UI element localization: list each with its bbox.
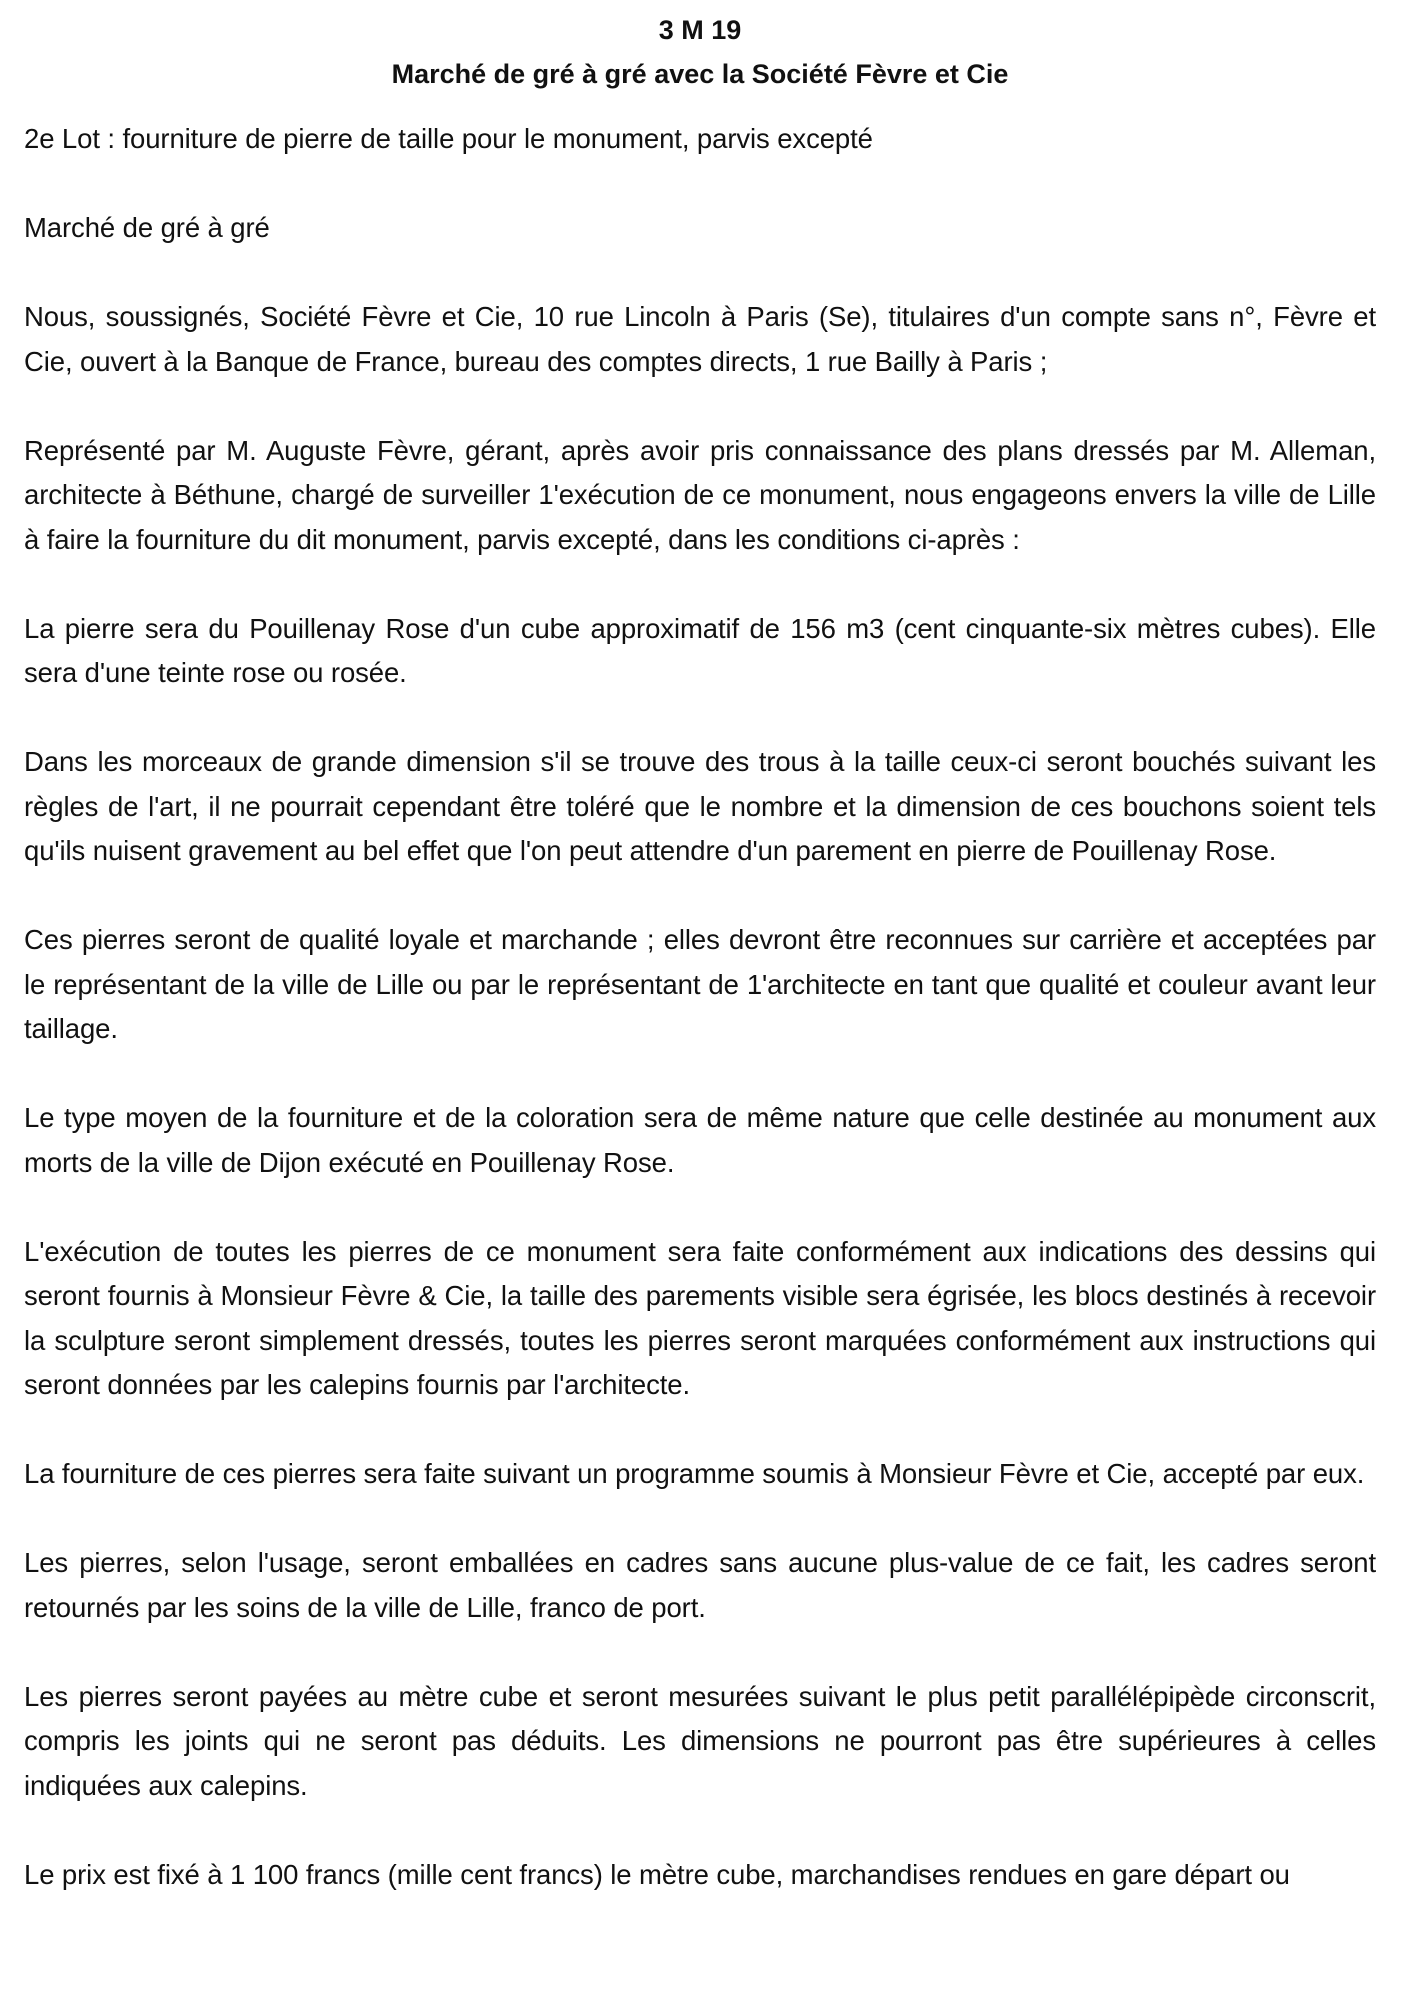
paragraph-execution: L'exécution de toutes les pierres de ce monument sera faite conformément aux indications des dessins qui seront fournis à Monsieur Fèvre & Cie, la taille des parements visible sera égrisée, les blocs destinés à recevoir la sculpture seront simplement dressés, toutes les pierres seront marquées conformément aux instructions qui seront données par les calepins fournis par l'architecte. — [24, 1235, 1376, 1400]
paragraph-pierre: La pierre sera du Pouillenay Rose d'un cube approximatif de 156 m3 (cent cinquante-six mètres cubes). Elle sera d'une teinte rose ou rosée. — [24, 612, 1376, 688]
document-title: Marché de gré à gré avec la Société Fèvre et Cie — [391, 59, 1009, 89]
document-page — [24, 8, 1376, 1897]
paragraph-soussignes: Nous, soussignés, Société Fèvre et Cie, 10 rue Lincoln à Paris (Se), titulaires d'un compte sans n°, Fèvre et Cie, ouvert à la Banque de France, bureau des comptes directs, 1 rue Bailly à Paris ; — [24, 301, 1376, 377]
paragraph-marche: Marché de gré à gré — [24, 212, 270, 243]
document-reference: 3 M 19 — [658, 15, 742, 45]
paragraph-emballage: Les pierres, selon l'usage, seront emballées en cadres sans aucune plus-value de ce fait, les cadres seront retournés par les soins de la ville de Lille, franco de port. — [24, 1547, 1376, 1623]
paragraph-lot: 2e Lot : fourniture de pierre de taille pour le monument, parvis excepté — [24, 123, 873, 154]
paragraph-prix: Le prix est fixé à 1 100 francs (mille cent francs) le mètre cube, marchandises rendues en gare départ ou — [24, 1858, 1290, 1890]
paragraph-qualite: Ces pierres seront de qualité loyale et marchande ; elles devront être reconnues sur carrière et acceptées par le représentant de la ville de Lille ou par le représentant de 1'architecte en tant que qualité et couleur avant leur taillage. — [24, 924, 1376, 1044]
paragraph-morceaux: Dans les morceaux de grande dimension s'il se trouve des trous à la taille ceux-ci seront bouchés suivant les règles de l'art, il ne pourrait cependant être toléré que le nombre et la dimension de ces bouchons soient tels qu'ils nuisent gravement au bel effet que l'on peut attendre d'un parement en pierre de Pouillenay Rose. — [24, 746, 1376, 866]
paragraph-fourniture: La fourniture de ces pierres sera faite suivant un programme soumis à Monsieur Fèvre et Cie, accepté par eux. — [24, 1458, 1365, 1489]
paragraph-represente: Représenté par M. Auguste Fèvre, gérant, après avoir pris connaissance des plans dressés par M. Alleman, architecte à Béthune, chargé de surveiller 1'exécution de ce monument, nous engageons envers la ville de Lille à faire la fourniture du dit monument, parvis excepté, dans les conditions ci-après : — [24, 434, 1376, 555]
paragraph-paiement: Les pierres seront payées au mètre cube et seront mesurées suivant le plus petit parallélépipède circonscrit, compris les joints qui ne seront pas déduits. Les dimensions ne pourront pas être supérieures à celles indiquées aux calepins. — [24, 1680, 1376, 1801]
paragraph-type-moyen: Le type moyen de la fourniture et de la coloration sera de même nature que celle destinée au monument aux morts de la ville de Dijon exécuté en Pouillenay Rose. — [24, 1102, 1376, 1178]
